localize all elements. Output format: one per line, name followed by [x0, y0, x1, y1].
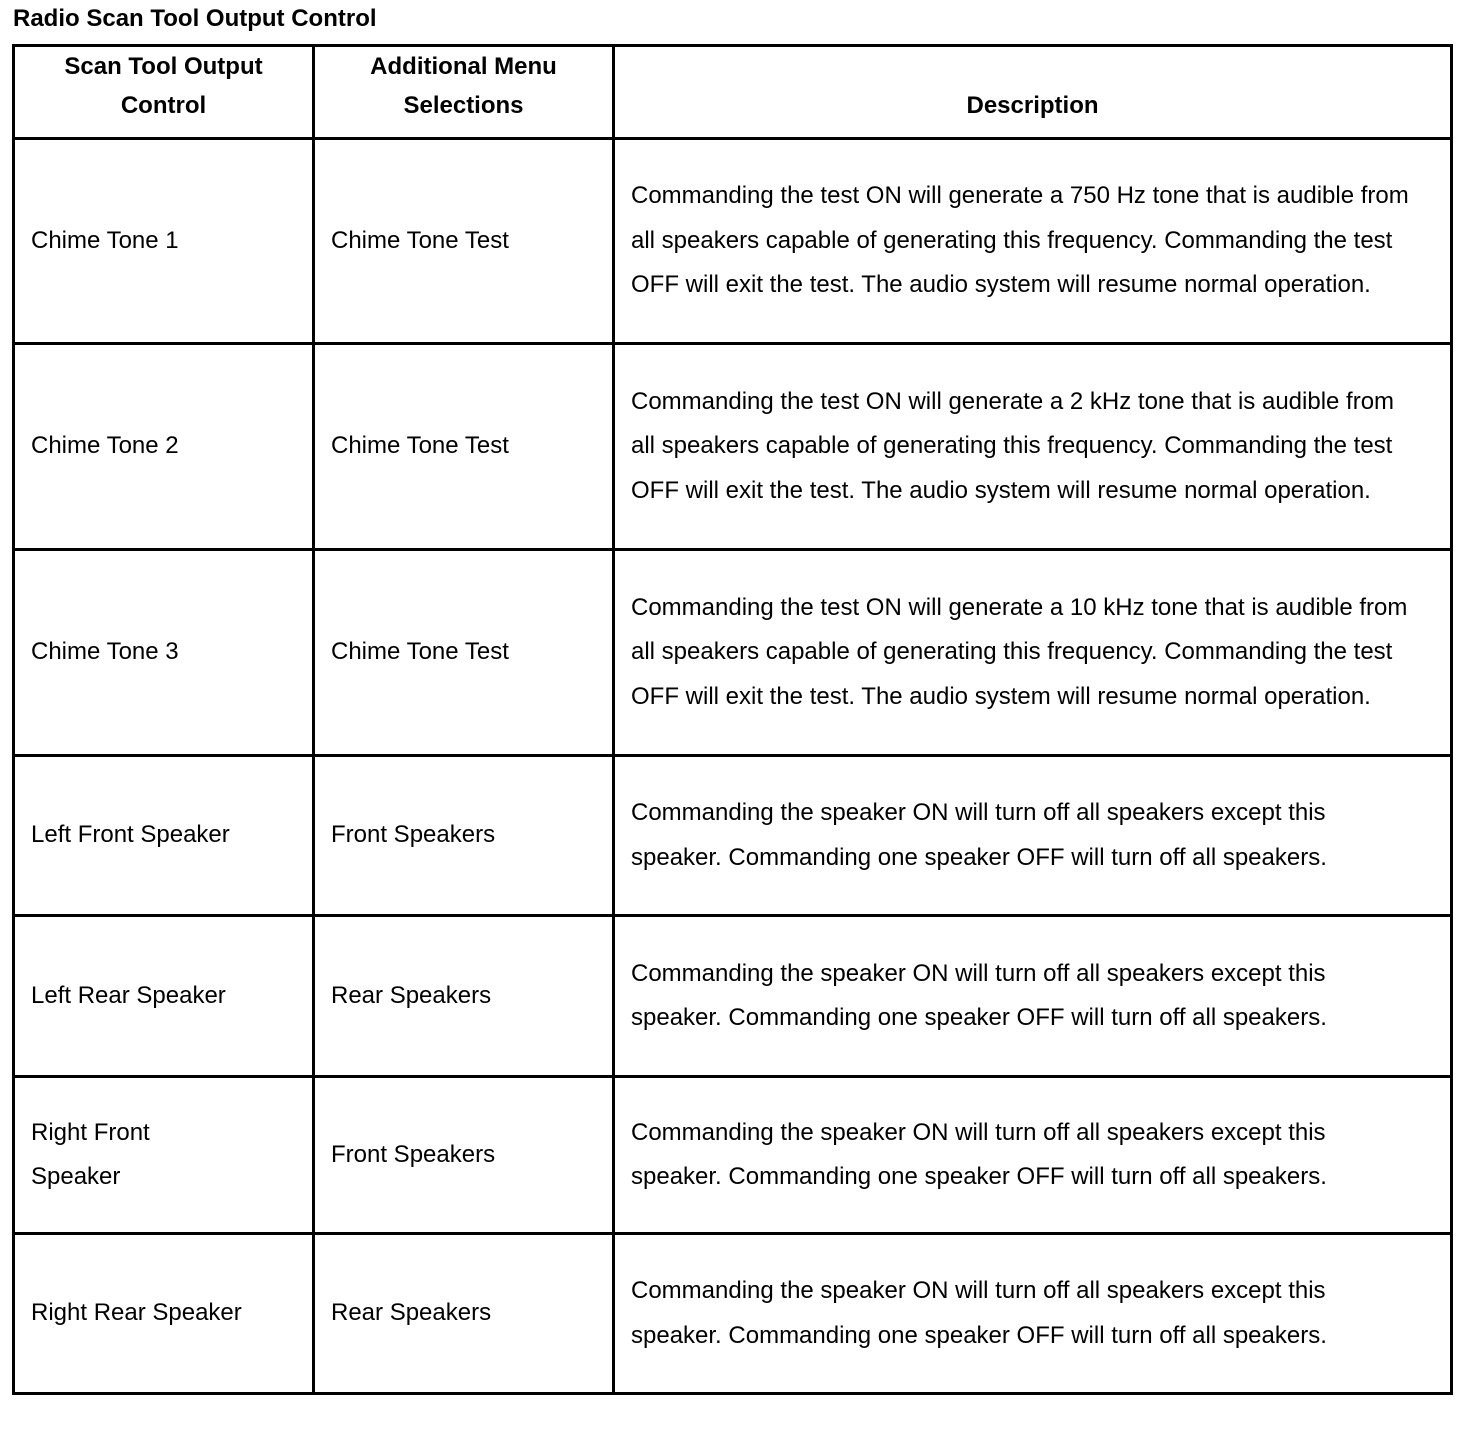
menu-cell: Rear Speakers: [314, 1234, 614, 1394]
output-control-table: [12, 44, 1453, 1395]
description-cell: Commanding the speaker ON will turn off all speakers except this speaker. Commanding one speaker OFF will turn off all speakers.: [614, 916, 1452, 1077]
description-cell: Commanding the speaker ON will turn off all speakers except this speaker. Commanding one speaker OFF will turn off all speakers.: [614, 1077, 1452, 1234]
menu-cell: Front Speakers: [314, 756, 614, 916]
menu-cell: Chime Tone Test: [314, 550, 614, 756]
control-cell: Chime Tone 2: [14, 344, 314, 550]
description-cell: Commanding the test ON will generate a 10 kHz tone that is audible from all speakers capable of generating this frequency. Commanding the test OFF will exit the test. The audio system will resume normal operation.: [614, 550, 1452, 756]
control-cell: Right Rear Speaker: [14, 1234, 314, 1394]
menu-cell: Chime Tone Test: [314, 344, 614, 550]
table-row: [14, 1077, 1452, 1234]
header-control: Scan Tool Output Control: [14, 46, 314, 139]
control-cell: Chime Tone 1: [14, 139, 314, 344]
table-row: [14, 344, 1452, 550]
table-row: [14, 139, 1452, 344]
description-cell: Commanding the test ON will generate a 750 Hz tone that is audible from all speakers capable of generating this frequency. Commanding the test OFF will exit the test. The audio system will resume normal operation.: [614, 139, 1452, 344]
description-cell: Commanding the speaker ON will turn off all speakers except this speaker. Commanding one speaker OFF will turn off all speakers.: [614, 756, 1452, 916]
description-cell: Commanding the test ON will generate a 2 kHz tone that is audible from all speakers capable of generating this frequency. Commanding the test OFF will exit the test. The audio system will resume normal operation.: [614, 344, 1452, 550]
table-row: [14, 550, 1452, 756]
control-cell: Right Front Speaker: [14, 1077, 314, 1234]
table-row: [14, 916, 1452, 1077]
menu-cell: Front Speakers: [314, 1077, 614, 1234]
header-menu: Additional Menu Selections: [314, 46, 614, 139]
table-header-row: [14, 46, 1452, 139]
menu-cell: Rear Speakers: [314, 916, 614, 1077]
description-cell: Commanding the speaker ON will turn off all speakers except this speaker. Commanding one speaker OFF will turn off all speakers.: [614, 1234, 1452, 1394]
header-description: Description: [614, 46, 1452, 139]
control-cell: Chime Tone 3: [14, 550, 314, 756]
menu-cell: Chime Tone Test: [314, 139, 614, 344]
control-cell: Left Rear Speaker: [14, 916, 314, 1077]
control-cell: Left Front Speaker: [14, 756, 314, 916]
table-row: [14, 756, 1452, 916]
document-title: Radio Scan Tool Output Control: [13, 5, 377, 32]
table-row: [14, 1234, 1452, 1394]
